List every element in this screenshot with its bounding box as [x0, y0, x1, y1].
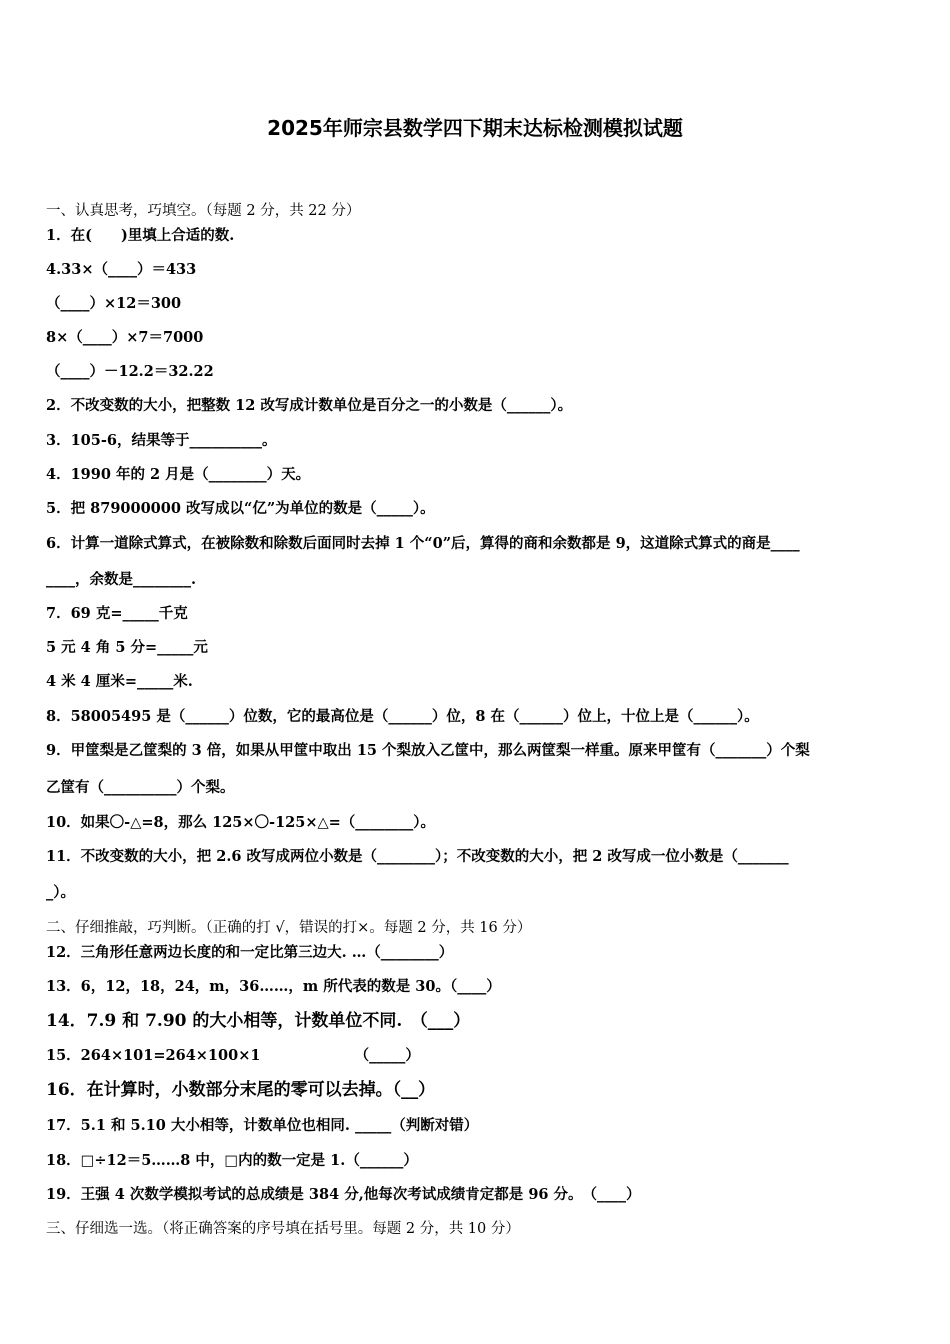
question-line: 7．69 克=_____千克: [46, 605, 188, 622]
question-line: 4．1990 年的 2 月是（________）天。: [46, 466, 311, 483]
question-line: 13．6，12，18，24，m，36……，m 所代表的数是 30。（____）: [46, 978, 501, 995]
question-line: （____）－12.2＝32.22: [46, 363, 214, 380]
section-heading: 三、仔细选一选。（将正确答案的序号填在括号里。每题 2 分，共 10 分）: [46, 1221, 520, 1237]
question-line: 8．58005495 是（______）位数，它的最高位是（______）位，8 在（______）位上，十位上是（______）。: [46, 708, 759, 725]
question-line: 4.33×（____）＝433: [46, 261, 197, 278]
question-line: 14．7.9 和 7.90 的大小相等，计数单位不同. （___）: [46, 1011, 471, 1031]
question-line: 11．不改变数的大小，把 2.6 改写成两位小数是（________）；不改变数的大小，把 2 改写成一位小数是（_______: [46, 848, 789, 865]
question-line: _）。: [46, 884, 75, 901]
section-heading: 一、认真思考，巧填空。（每题 2 分，共 22 分）: [46, 203, 361, 219]
question-line: 15．264×101=264×100×1 （_____）: [46, 1047, 420, 1064]
question-line: 6．计算一道除式算式，在被除数和除数后面同时去掉 1 个“0”后，算得的商和余数都是 9，这道除式算式的商是____: [46, 535, 800, 552]
question-line: 16．在计算时，小数部分末尾的零可以去掉。（__）: [46, 1080, 436, 1100]
question-line: 19．王强 4 次数学模拟考试的总成绩是 384 分,他每次考试成绩肯定都是 96 分。 （____）: [46, 1186, 641, 1203]
question-line: 5 元 4 角 5 分=_____元: [46, 639, 208, 656]
question-line: 12．三角形任意两边长度的和一定比第三边大. …（________）: [46, 944, 454, 961]
question-line: 18．□÷12＝5……8 中，□内的数一定是 1.（______）: [46, 1152, 418, 1169]
question-line: 17．5.1 和 5.10 大小相等，计数单位也相同. _____（判断对错）: [46, 1117, 479, 1134]
question-line: 5．把 879000000 改写成以“亿”为单位的数是（_____）。: [46, 500, 435, 517]
question-line: 4 米 4 厘米=_____米.: [46, 673, 193, 690]
question-line: 8×（____）×7＝7000: [46, 329, 204, 346]
question-line: 1．在( )里填上合适的数.: [46, 227, 235, 244]
question-line: 乙筐有（__________）个梨。: [46, 779, 235, 796]
question-line: （____）×12＝300: [46, 295, 182, 312]
question-line: 9．甲筐梨是乙筐梨的 3 倍，如果从甲筐中取出 15 个梨放入乙筐中，那么两筐梨一样重。原来甲筐有（_______）个梨: [46, 742, 810, 759]
question-line: 2．不改变数的大小，把整数 12 改写成计数单位是百分之一的小数是（______）。: [46, 397, 573, 414]
question-line: 3．105-6，结果等于__________。: [46, 432, 277, 449]
section-heading: 二、仔细推敲，巧判断。（正确的打 √，错误的打×。每题 2 分，共 16 分）: [46, 920, 532, 936]
page-title: 2025年师宗县数学四下期末达标检测模拟试题: [267, 116, 683, 140]
question-line: 10．如果〇-△=8，那么 125×〇-125×△=（________）。: [46, 814, 436, 831]
question-line: ____，余数是________.: [46, 571, 197, 588]
